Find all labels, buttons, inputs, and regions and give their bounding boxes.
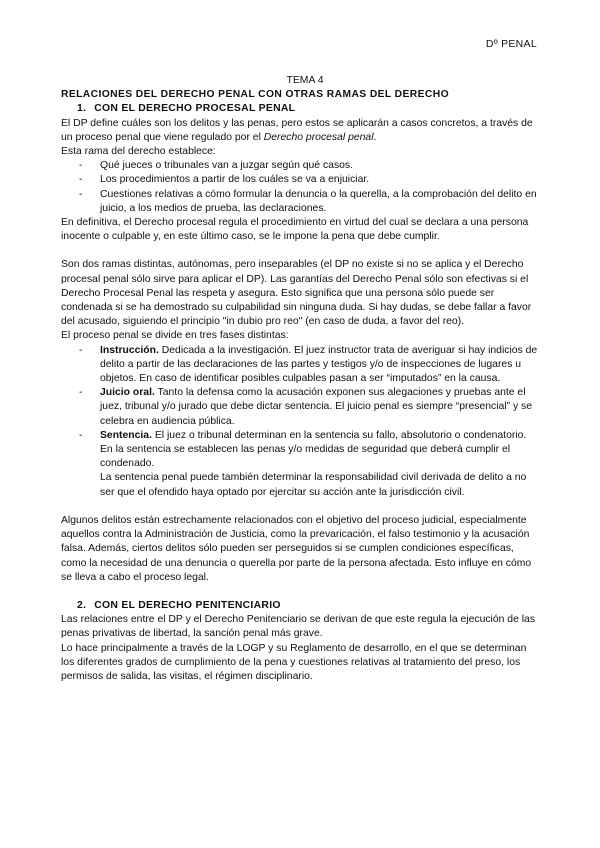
section-1-heading (61, 102, 539, 116)
phase-extra: La sentencia penal puede también determinar la responsabilidad civil derivada de delito a no ser que el ofendido haya optado por ejercitar su acción ante la jurisdicción civil. (100, 472, 527, 498)
phase-text: Dedicada a la investigación. El juez instructor trata de averiguar si hay indicios de delito a partir de las declaraciones de las partes y testigos y/o de inspecciones de lugares u objetos. En caso de identificar posibles culpables pasan a ser “imputados” en la causa. (100, 344, 538, 385)
section-2-number: 2. (77, 599, 87, 611)
intro-end: . (373, 131, 377, 143)
phase-item (61, 429, 539, 500)
section-2-title: CON EL DERECHO PENITENCIARIO (94, 599, 281, 611)
intro-italic-term: Derecho procesal penal (263, 131, 374, 143)
section-1-conclusion: En definitiva, el Derecho procesal regula el procedimiento en virtud del cual se declara a una persona inocente o culpable y, en este último caso, se le impone la pena que debe cumplir. (61, 217, 529, 243)
main-title: RELACIONES DEL DERECHO PENAL CON OTRAS RAMAS DEL DERECHO (61, 89, 449, 101)
phase-name: Juicio oral. (100, 387, 155, 399)
section-1-intro (61, 117, 539, 145)
list-item: - Cuestiones relativas a cómo formular la denuncia o la querella, a la comprobación del delito en juicio, a los medios de prueba, las declaraciones. (61, 188, 539, 216)
document-body (61, 74, 539, 684)
phase-name: Sentencia. (100, 429, 152, 441)
list-item: - Los procedimientos a partir de los cuáles se va a enjuiciar. (61, 173, 539, 187)
section-1-establishes: Esta rama del derecho establece: (61, 146, 216, 158)
section-1-para3: Algunos delitos están estrechamente relacionados con el objetivo del proceso judicial, especialmente aquellos contra la Administración de Justicia, como la prevaricación, el falso testimonio y la acusación falsa. Además, ciertos delitos sólo pueden ser perseguidos si se cumplen condiciones específicas, como la necesidad de una denuncia o querella por parte de la persona afectada. Esto influye en cómo se lleva a cabo el proceso legal. (61, 514, 532, 583)
section-2-para1: Las relaciones entre el DP y el Derecho Penitenciario se derivan de que este regula la ejecución de las penas privativas de libertad, la sanción penal más grave. (61, 614, 536, 640)
phase-name: Instrucción. (100, 344, 159, 356)
phase-item (61, 344, 539, 387)
phase-text: El juez o tribunal determinan en la sentencia su fallo, absolutorio o condenatorio. En la sentencia se establecen las penas y/o medidas de seguridad que deberá cumplir el condenado. (100, 429, 527, 470)
list-item: - Qué jueces o tribunales van a juzgar según qué casos. (61, 159, 539, 173)
section-1-number: 1. (77, 103, 87, 115)
section-2-para2: Lo hace principalmente a través de la LOGP y su Reglamento de desarrollo, en el que se determinan los diferentes grados de cumplimiento de la pena y cuestiones relativas al tratamiento del preso, los permisos de salida, las visitas, el régimen disciplinario. (61, 642, 527, 682)
tema-label: TEMA 4 (286, 75, 324, 86)
phase-item (61, 386, 539, 429)
phases-list (61, 344, 539, 500)
section-1-list (61, 159, 539, 216)
header-subject: Dº PENAL (485, 38, 537, 50)
phases-intro: El proceso penal se divide en tres fases distintas: (61, 330, 289, 342)
section-1-para2: Son dos ramas distintas, autónomas, pero inseparables (el DP no existe si no se aplica y el Derecho procesal penal sólo sirve para aplicar el DP). Las garantías del Derecho Penal sólo son efectivas si el Derecho Procesal Penal las respeta y asegura. Esto significa que una persona sólo puede ser condenada si se ha demostrado su culpabilidad sin ninguna duda. Si hay dudas, se debe fallar a favor del acusado, siguiendo el principio "in dubio pro reo" (en caso de duda, a favor del reo). (61, 259, 532, 328)
section-2-heading (61, 599, 539, 613)
intro-text: El DP define cuáles son los delitos y las penas, pero estos se aplicarán a casos concretos, a través de un proceso penal que viene regulado por el (61, 117, 533, 143)
phase-text: Tanto la defensa como la acusación exponen sus alegaciones y pruebas ante el juez, tribunal y/o jurado que debe dictar sentencia. El juicio penal es siempre “presencial” y se celebra en audiencia pública. (100, 387, 533, 427)
section-1-title: CON EL DERECHO PROCESAL PENAL (94, 103, 296, 115)
